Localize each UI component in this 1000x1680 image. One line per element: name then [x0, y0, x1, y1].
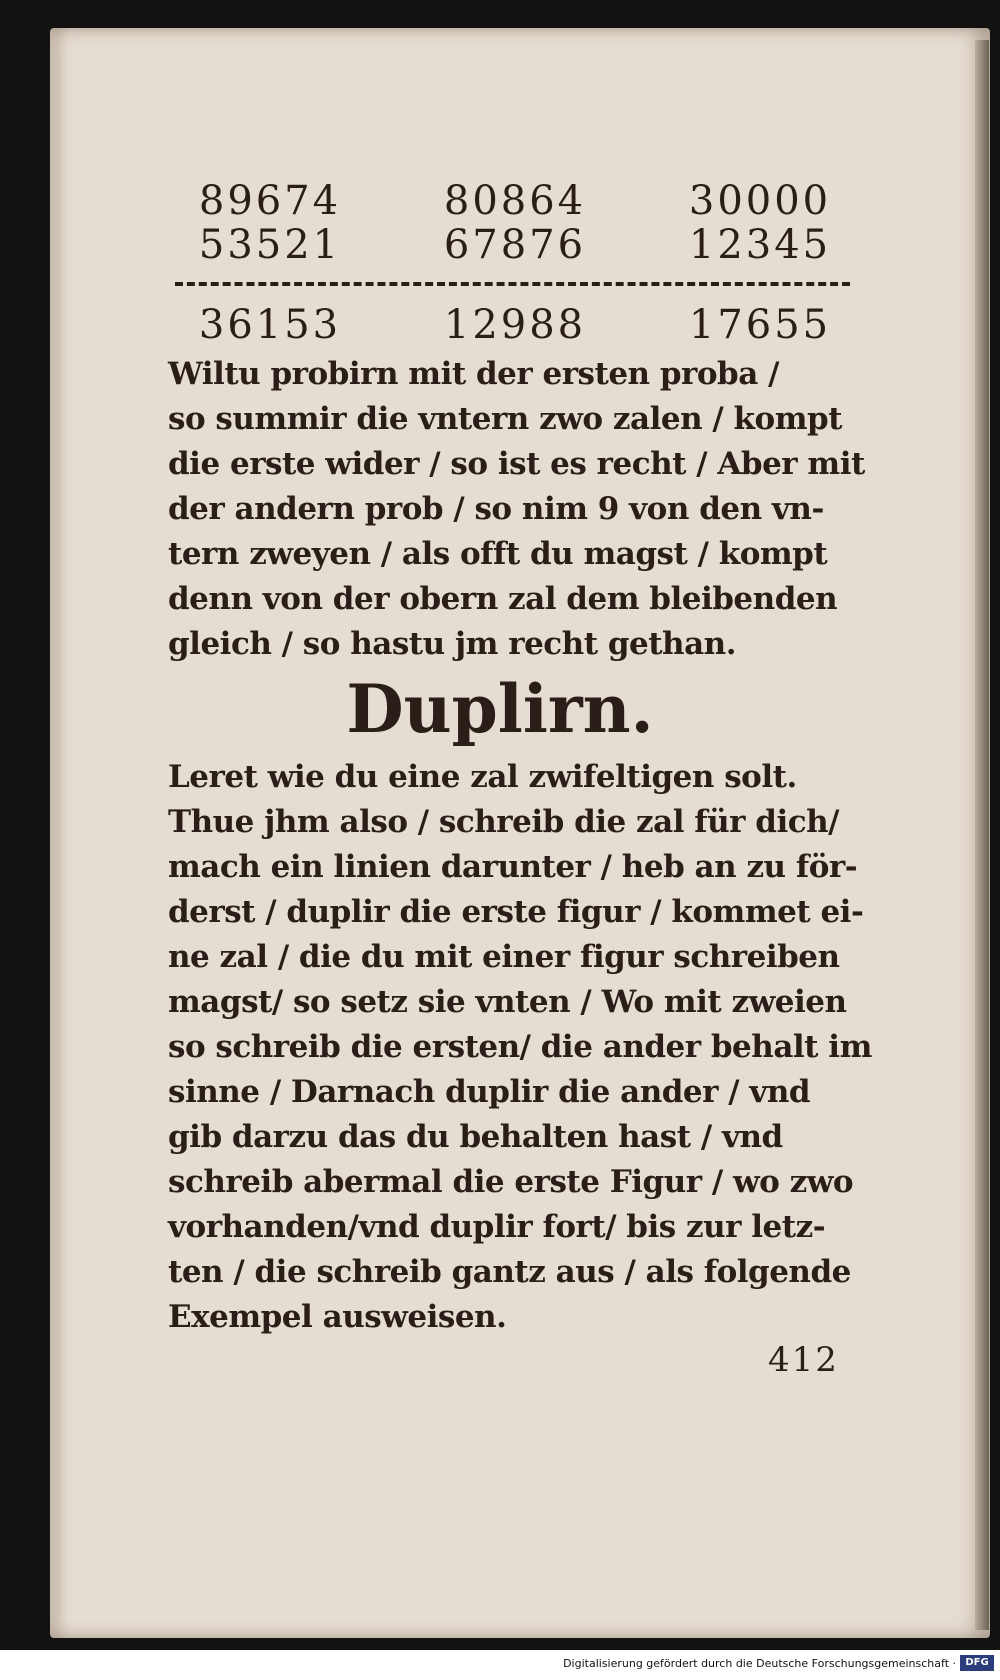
text-line: schreib abermal die erste Figur / wo zwo: [168, 1164, 854, 1200]
addend-2-c: 12345: [688, 222, 832, 268]
text-line: tern zweyen / als offt du magst / kompt: [168, 536, 828, 572]
dfg-logo-icon: DFG: [960, 1655, 994, 1671]
addend-2-b: 67876: [443, 222, 587, 268]
text-line: die erste wider / so ist es recht / Aber mit: [168, 446, 865, 482]
page-number: 412: [768, 1340, 839, 1380]
section-heading: Duplirn.: [346, 670, 654, 748]
text-line: derst / duplir die erste figur / kommet ei-: [168, 894, 864, 930]
text-line: ne zal / die du mit einer figur schreiben: [168, 939, 840, 975]
addend-1-b: 80864: [443, 178, 587, 224]
text-line: mach ein linien darunter / heb an zu för-: [168, 849, 858, 885]
text-line: gib darzu das du behalten hast / vnd: [168, 1119, 783, 1155]
footer-credit: Digitalisierung gefördert durch die Deutsche Forschungsgemeinschaft ·: [563, 1657, 956, 1670]
addend-1-a: 89674: [198, 178, 342, 224]
result-b: 12988: [443, 302, 587, 348]
footer-bar: [0, 1650, 1000, 1680]
text-line: so summir die vntern zwo zalen / kompt: [168, 401, 842, 437]
result-row: [170, 302, 860, 348]
addend-1-c: 30000: [688, 178, 832, 224]
addend-row-2: [170, 222, 860, 268]
addend-row-1: [170, 178, 860, 224]
text-line: sinne / Darnach duplir die ander / vnd: [168, 1074, 811, 1110]
text-line: Exempel ausweisen.: [168, 1299, 507, 1335]
text-line: magst/ so setz sie vnten / Wo mit zweien: [168, 984, 847, 1020]
text-line: so schreib die ersten/ die ander behalt im: [168, 1029, 872, 1065]
text-line: vorhanden/vnd duplir fort/ bis zur letz-: [168, 1209, 826, 1245]
duplirn-paragraph: [168, 755, 872, 1340]
text-line: der andern prob / so nim 9 von den vn-: [168, 491, 824, 527]
result-c: 17655: [688, 302, 832, 348]
text-line: Wiltu probirn mit der ersten proba /: [168, 356, 779, 392]
text-line: ten / die schreib gantz aus / als folgende: [168, 1254, 851, 1290]
text-line: Thue jhm also / schreib die zal für dich/: [168, 804, 839, 840]
text-line: Leret wie du eine zal zwifeltigen solt.: [168, 759, 797, 795]
page-edge: [975, 40, 989, 1630]
addend-2-a: 53521: [198, 222, 342, 268]
text-line: denn von der obern zal dem bleibenden: [168, 581, 838, 617]
probe-paragraph: [168, 352, 865, 667]
result-a: 36153: [198, 302, 342, 348]
text-line: gleich / so hastu jm recht gethan.: [168, 626, 736, 662]
sum-rule: [175, 282, 850, 286]
